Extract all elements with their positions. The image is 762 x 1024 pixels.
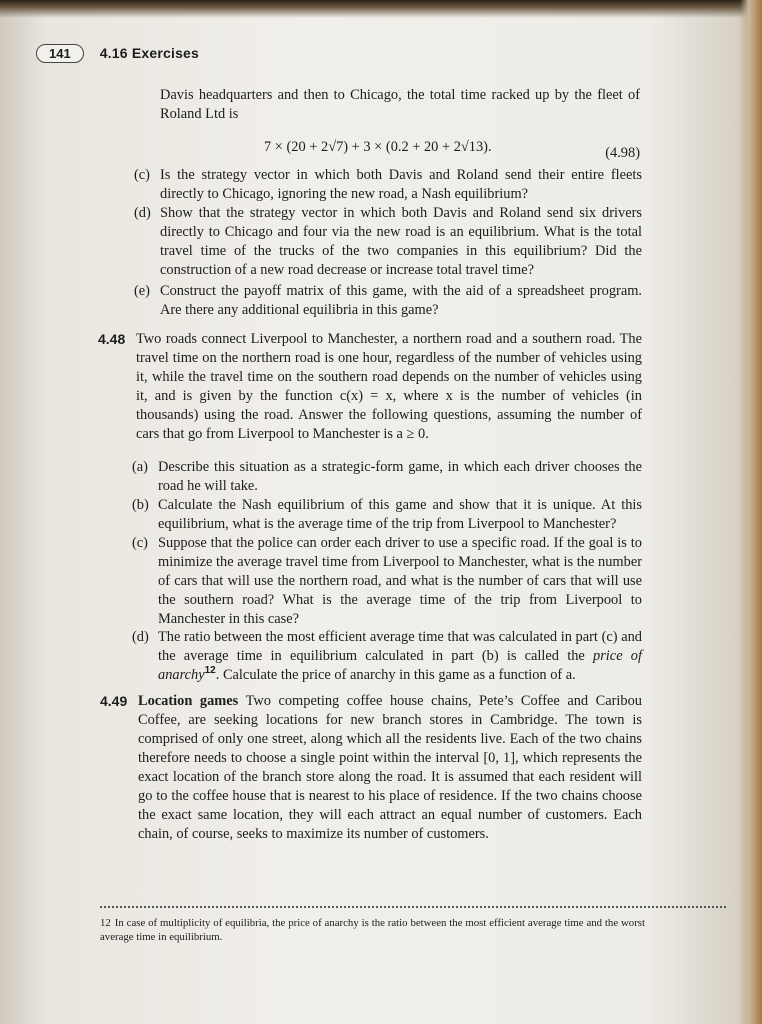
item-text-after: . Calculate the price of anarchy in this game as a function of a. — [215, 667, 576, 683]
item-label: (d) — [132, 629, 149, 645]
exercise-body — [138, 692, 642, 844]
top-shadow — [0, 0, 762, 18]
item-text: Is the strategy vector in which both Davis and Roland send their entire fleets directly to Chicago, ignoring the new road, a Nash equilibrium? — [160, 167, 642, 202]
footnote-ref: 12 — [204, 665, 216, 677]
equation-number: (4.98) — [605, 145, 640, 161]
exercise-number: 4.48 — [98, 331, 126, 347]
footnote-divider — [100, 906, 726, 908]
section-title: 4.16 Exercises — [99, 45, 200, 61]
exercise-number: 4.49 — [100, 693, 128, 709]
prev-item-e — [134, 282, 642, 320]
running-header — [36, 42, 199, 64]
exercise-text: Two competing coffee house chains, Pete’s Coffee and Caribou Coffee, are seeking locations for new branch stores in Cambridge. The town is comprised of only one street, along which all the residents live. Each of the two chains therefore needs to choose a single point within the interval [0, 1], which represents the exact location of the branch store along the road. It is assumed that each resident will go to the coffee house that is nearest to his place of residence. If the two chains choose the exact same location, they will each attract an equal number of customers. Each chain, of course, seeks to maximize its number of customers. — [138, 693, 642, 842]
item-text: Construct the payoff matrix of this game, with the aid of a spreadsheet program. Are there any additional equilibria in this game? — [160, 283, 642, 318]
item-text: Suppose that the police can order each driver to use a specific road. If the goal is to minimize the average travel time from Liverpool to Manchester, what is the number of cars that will use the northern road, and what is the number of cars that will use the southern road? What is the average time of the trip from Liverpool to Manchester in this case? — [158, 535, 642, 627]
item-text: Describe this situation as a strategic-form game, in which each driver chooses the road he will take. — [158, 459, 642, 494]
item-label: (e) — [134, 283, 150, 299]
equation-expression: 7 × (20 + 2√7) + 3 × (0.2 + 20 + 2√13). — [264, 139, 492, 155]
item-label: (b) — [132, 497, 149, 513]
item-text: Calculate the Nash equilibrium of this game and show that it is unique. At this equilibrium, what is the average time of the trip from Liverpool to Manchester? — [158, 497, 642, 532]
footnote-number: 12 — [100, 917, 111, 929]
exercise-4-48-item-b — [132, 496, 642, 534]
item-label: (a) — [132, 459, 148, 475]
footnote-text: In case of multiplicity of equilibria, the price of anarchy is the ratio between the most efficient average time and the worst average time in equilibrium. — [100, 917, 645, 943]
exercise-4-48-item-a — [132, 458, 642, 496]
page-number: 141 — [36, 44, 84, 63]
page-edge — [740, 0, 762, 1024]
continuation-paragraph: Davis headquarters and then to Chicago, the total time racked up by the fleet of Roland Ltd is — [160, 87, 640, 122]
item-label: (c) — [134, 167, 150, 183]
item-label: (c) — [132, 535, 148, 551]
exercise-text: Two roads connect Liverpool to Manchester, a northern road and a southern road. The travel time on the northern road is one hour, regardless of the number of vehicles using it, while the travel time on the southern road depends on the number of vehicles using it, and is given by the function c(x) = x, where x is the number of vehicles (in thousands) using the road. Answer the following questions, assuming the number of cars that go from Liverpool to Manchester is a ≥ 0. — [136, 331, 642, 442]
price-of-anarchy-term: price of anarchy — [158, 648, 642, 683]
item-text — [158, 628, 642, 685]
exercise-4-49 — [100, 692, 642, 844]
item-text: Show that the strategy vector in which both Davis and Roland send six drivers directly to Chicago and four via the new road is an equilibrium. What is the total travel time of the trucks of the two companies in this equilibrium? Did the construction of a new road decrease or increase total travel time? — [160, 205, 642, 278]
exercise-4-48 — [98, 330, 642, 444]
prev-item-d — [134, 204, 642, 280]
exercise-title: Location games — [138, 693, 239, 709]
prev-item-c — [134, 166, 642, 204]
exercise-4-48-item-d — [132, 628, 642, 685]
item-text-before: The ratio between the most efficient average time that was calculated in part (c) and the average time in equilibrium calculated in part (b) is called the — [158, 629, 642, 664]
item-label: (d) — [134, 205, 151, 221]
exercise-4-48-item-c — [132, 534, 642, 629]
footnote-12 — [100, 916, 645, 944]
